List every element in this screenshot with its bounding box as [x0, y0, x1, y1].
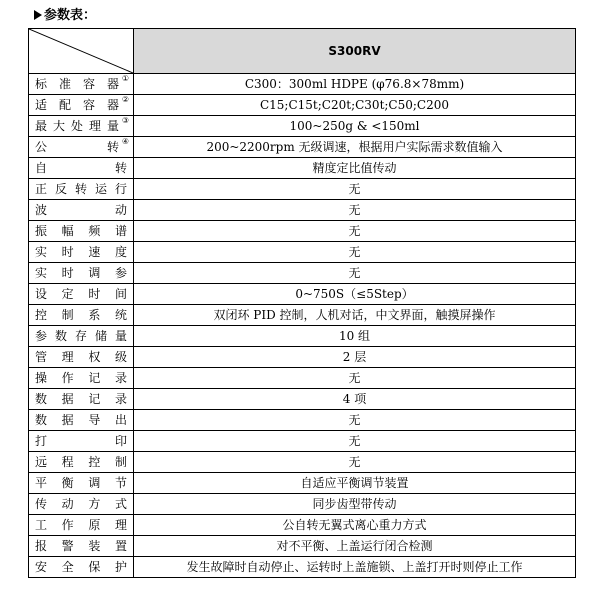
parameter-label-cell	[29, 95, 134, 116]
parameter-label-cell	[29, 410, 134, 431]
parameter-label: 打 印	[35, 433, 127, 448]
parameter-label-cell	[29, 536, 134, 557]
parameter-label-cell	[29, 515, 134, 536]
table-row	[29, 494, 576, 515]
parameter-label-cell	[29, 221, 134, 242]
parameter-label-cell	[29, 137, 134, 158]
table-row	[29, 389, 576, 410]
parameter-label-cell	[29, 158, 134, 179]
table-row	[29, 158, 576, 179]
parameter-label-cell	[29, 263, 134, 284]
parameter-label: 报 警 装 置	[35, 538, 127, 553]
parameter-value: 无	[134, 179, 576, 200]
parameter-label: 正 反 转 运 行	[35, 181, 127, 196]
parameter-label-cell	[29, 368, 134, 389]
parameter-label-cell	[29, 242, 134, 263]
parameter-label-cell	[29, 494, 134, 515]
parameter-label: 平 衡 调 节	[35, 475, 127, 490]
parameter-label-cell	[29, 200, 134, 221]
parameter-label: 标 准 容 器	[35, 76, 119, 91]
parameter-value: 2 层	[134, 347, 576, 368]
footnote-marker: ②	[121, 95, 129, 104]
parameter-label: 远 程 控 制	[35, 454, 127, 469]
parameter-value: 200~2200rpm 无级调速，根据用户实际需求数值输入	[134, 137, 576, 158]
parameter-label: 实 时 速 度	[35, 244, 127, 259]
table-row	[29, 326, 576, 347]
parameter-value: C15;C15t;C20t;C30t;C50;C200	[134, 95, 576, 116]
table-row	[29, 263, 576, 284]
table-row	[29, 515, 576, 536]
parameter-label-cell	[29, 179, 134, 200]
table-row	[29, 137, 576, 158]
table-row	[29, 347, 576, 368]
parameter-value: C300：300ml HDPE (φ76.8×78mm)	[134, 74, 576, 95]
parameter-label: 数 据 导 出	[35, 412, 127, 427]
parameter-label: 操 作 记 录	[35, 370, 127, 385]
parameter-value: 公自转无翼式离心重力方式	[134, 515, 576, 536]
table-row	[29, 242, 576, 263]
table-row	[29, 305, 576, 326]
parameter-label-cell	[29, 347, 134, 368]
table-row	[29, 431, 576, 452]
parameter-label-cell	[29, 74, 134, 95]
table-row	[29, 74, 576, 95]
parameter-label-cell	[29, 389, 134, 410]
parameter-value: 无	[134, 221, 576, 242]
parameter-value: 无	[134, 200, 576, 221]
parameter-label-cell	[29, 452, 134, 473]
table-row	[29, 368, 576, 389]
parameter-label: 波 动	[35, 202, 127, 217]
parameter-value: 双闭环 PID 控制，人机对话，中文界面，触摸屏操作	[134, 305, 576, 326]
diagonal-line-icon	[29, 29, 133, 73]
parameter-value: 精度定比值传动	[134, 158, 576, 179]
parameter-value: 无	[134, 431, 576, 452]
parameter-value: 无	[134, 410, 576, 431]
table-row	[29, 452, 576, 473]
parameter-label-cell	[29, 557, 134, 578]
parameter-label: 数 据 记 录	[35, 391, 127, 406]
parameter-label: 传 动 方 式	[35, 496, 127, 511]
parameter-value: 0~750S（≤5Step）	[134, 284, 576, 305]
parameter-table	[28, 28, 576, 578]
table-row	[29, 95, 576, 116]
parameter-value: 100~250g & <150ml	[134, 116, 576, 137]
parameter-value: 同步齿型带传动	[134, 494, 576, 515]
parameter-label-cell	[29, 116, 134, 137]
parameter-label: 公 转	[35, 139, 119, 154]
table-row	[29, 557, 576, 578]
arrow-bullet-icon	[34, 10, 42, 20]
footnote-marker: ①	[121, 74, 129, 83]
parameter-label-cell	[29, 473, 134, 494]
parameter-value: 无	[134, 263, 576, 284]
parameter-label: 管 理 权 级	[35, 349, 127, 364]
table-row	[29, 536, 576, 557]
footnote-marker: ④	[121, 137, 129, 146]
parameter-label-cell	[29, 431, 134, 452]
parameter-value: 10 组	[134, 326, 576, 347]
parameter-label: 最 大 处 理 量	[35, 118, 119, 133]
parameter-label: 设 定 时 间	[35, 286, 127, 301]
table-row	[29, 410, 576, 431]
parameter-label-cell	[29, 305, 134, 326]
parameter-label: 安 全 保 护	[35, 559, 127, 574]
parameter-value: 对不平衡、上盖运行闭合检测	[134, 536, 576, 557]
table-row	[29, 116, 576, 137]
footnote-marker: ③	[121, 116, 129, 125]
table-header-row	[29, 29, 576, 74]
table-row	[29, 284, 576, 305]
table-row	[29, 179, 576, 200]
parameter-value: 无	[134, 242, 576, 263]
parameter-value: 无	[134, 452, 576, 473]
diagonal-corner-cell	[29, 29, 134, 74]
section-heading	[34, 6, 96, 26]
table-row	[29, 200, 576, 221]
parameter-value: 自适应平衡调节装置	[134, 473, 576, 494]
table-row	[29, 473, 576, 494]
parameter-label: 自 转	[35, 160, 127, 175]
parameter-label: 适 配 容 器	[35, 97, 119, 112]
parameter-label: 参 数 存 储 量	[35, 328, 127, 343]
parameter-value: 无	[134, 368, 576, 389]
parameter-value: 发生故障时自动停止、运转时上盖施锁、上盖打开时则停止工作	[134, 557, 576, 578]
parameter-label: 工 作 原 理	[35, 517, 127, 532]
parameter-label: 振 幅 频 谱	[35, 223, 127, 238]
parameter-label: 实 时 调 参	[35, 265, 127, 280]
parameter-label-cell	[29, 326, 134, 347]
table-row	[29, 221, 576, 242]
parameter-label: 控 制 系 统	[35, 307, 127, 322]
parameter-value: 4 项	[134, 389, 576, 410]
model-name: S300RV	[134, 29, 576, 74]
parameter-label-cell	[29, 284, 134, 305]
section-heading-text: 参数表：	[44, 8, 97, 23]
